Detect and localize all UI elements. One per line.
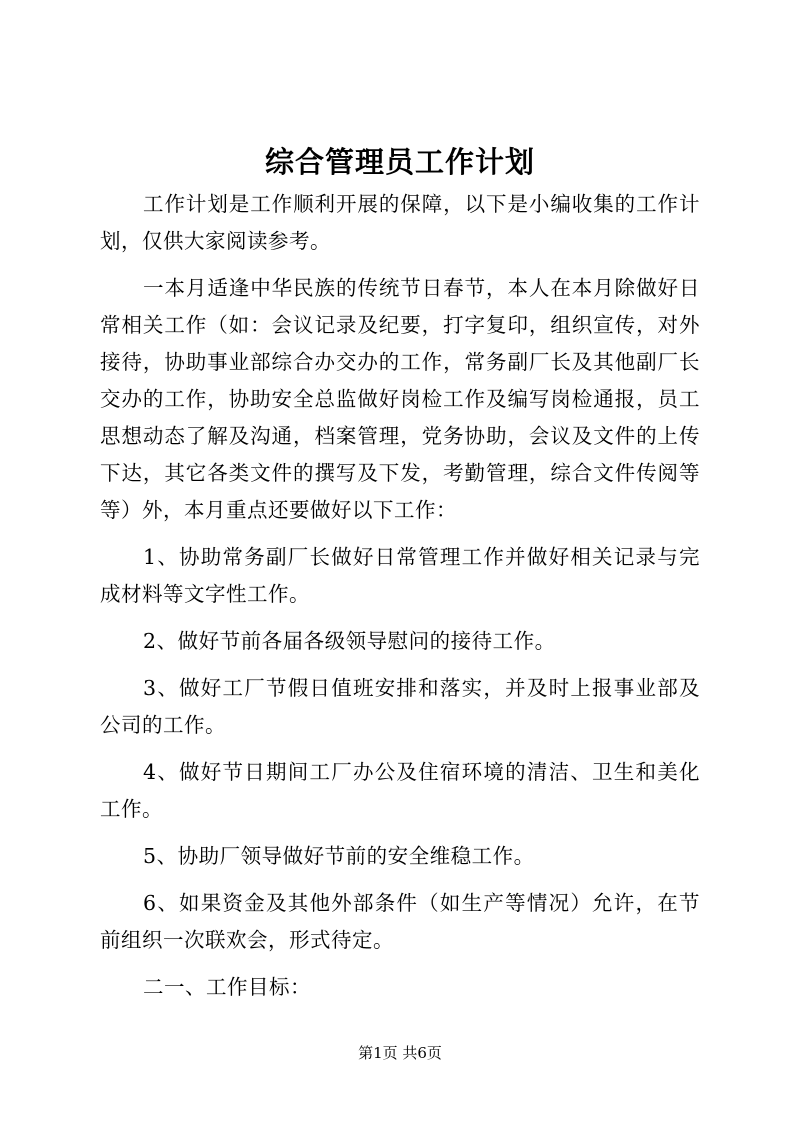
list-item-4: 4、做好节日期间工厂办公及住宿环境的清洁、卫生和美化工作。 — [100, 760, 700, 821]
list-item-3: 3、做好工厂节假日值班安排和落实，并及时上报事业部及公司的工作。 — [100, 676, 700, 737]
list-item-6: 6、如果资金及其他外部条件（如生产等情况）允许，在节前组织一次联欢会，形式待定。 — [100, 891, 700, 952]
list-item-1: 1、协助常务副厂长做好日常管理工作并做好相关记录与完成材料等文字性工作。 — [100, 545, 700, 606]
paragraph-intro: 工作计划是工作顺利开展的保障，以下是小编收集的工作计划，仅供大家阅读参考。 — [100, 192, 700, 253]
document-title: 综合管理员工作计划 — [264, 145, 535, 179]
section-heading: 二一、工作目标： — [143, 975, 312, 999]
paragraph-main: 一本月适逢中华民族的传统节日春节，本人在本月除做好日常相关工作（如：会议记录及纪要，打字复印，组织宣传，对外接待，协助事业部综合办交办的工作，常务副厂长及其他副厂长交办的工作，协助安全总监做好岗检工作及编写岗检通报，员工思想动态了解及沟通，档案管理，党务协助，会议及文件的上传下达，其它各类文件的撰写及下发，考勤管理，综合文件传阅等等）外，本月重点还要做好以下工作： — [100, 276, 700, 522]
document-body — [100, 186, 700, 1016]
list-item-5: 5、协助厂领导做好节前的安全维稳工作。 — [143, 844, 535, 868]
page-footer: 第1页 共6页 — [358, 1044, 442, 1062]
list-item-2: 2、做好节前各届各级领导慰问的接待工作。 — [143, 629, 556, 653]
